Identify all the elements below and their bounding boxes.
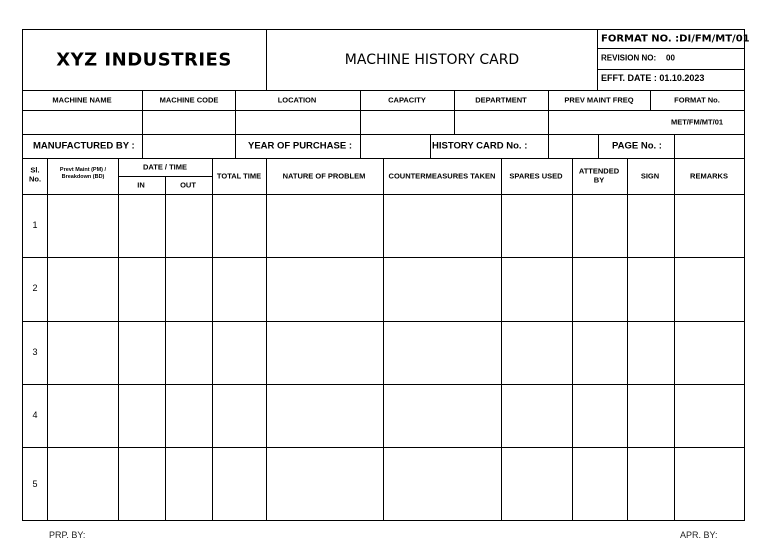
col-pm-bd-header: Prevt Maint (PM) / <box>59 167 107 173</box>
header-divider <box>597 69 745 70</box>
header-bottom-line <box>22 90 745 91</box>
form-title: MACHINE HISTORY CARD <box>344 52 520 68</box>
table-col-line <box>165 176 166 521</box>
col-datetime-header: DATE / TIME <box>142 162 188 172</box>
header-divider <box>266 29 267 90</box>
page-no-label: PAGE No. : <box>612 140 662 152</box>
header-divider <box>597 48 745 49</box>
details-col-line <box>650 90 651 110</box>
col-attended-header: ATTENDED <box>578 166 620 176</box>
machine-name-label: MACHINE NAME <box>52 95 112 105</box>
history-card-no-label: HISTORY CARD No. : <box>432 140 528 152</box>
format-no-label: FORMAT No. <box>674 95 720 105</box>
details-col-line <box>360 134 361 158</box>
table-row-number: 4 <box>32 410 38 420</box>
table-col-line <box>212 158 213 521</box>
table-row-number: 5 <box>32 479 38 489</box>
details-col-line <box>548 134 549 158</box>
details-col-line <box>360 90 361 134</box>
col-remarks-header: REMARKS <box>690 171 728 181</box>
table-col-line <box>674 158 675 521</box>
details-col-line <box>235 90 236 134</box>
table-row-number: 2 <box>32 283 38 293</box>
table-row-line <box>22 321 745 322</box>
table-row-number: 1 <box>32 220 38 230</box>
details-divider <box>22 134 745 135</box>
table-col-line <box>572 158 573 521</box>
details-col-line <box>548 90 549 134</box>
table-row-line <box>22 257 745 258</box>
table-col-line <box>383 158 384 521</box>
effective-date: EFFT. DATE : 01.10.2023 <box>601 73 705 83</box>
details-col-line <box>454 90 455 134</box>
col-spares-header: SPARES USED <box>509 171 563 181</box>
details-col-line <box>142 134 143 158</box>
table-col-line <box>501 158 502 521</box>
details-col-line <box>142 90 143 134</box>
capacity-label: CAPACITY <box>388 95 426 105</box>
col-total-time-header: TOTAL TIME <box>216 171 262 181</box>
prepared-by-label: PRP. BY: <box>49 530 86 540</box>
details-col-line <box>674 134 675 158</box>
table-col-line <box>266 158 267 521</box>
revision-label: REVISION NO: <box>601 53 657 63</box>
table-col-line <box>47 158 48 521</box>
details-divider <box>22 110 745 111</box>
col-sl-header: Sl. <box>30 165 40 175</box>
table-row-number: 3 <box>32 347 38 357</box>
location-label: LOCATION <box>277 95 317 105</box>
col-in-header: IN <box>137 180 145 190</box>
col-sl-header: No. <box>28 174 42 184</box>
prev-maint-freq-label: PREV MAINT FREQ <box>564 95 634 105</box>
revision-value: 00 <box>666 53 675 63</box>
header-divider <box>597 29 598 90</box>
approved-by-label: APR. BY: <box>680 530 718 540</box>
col-countermeasures-header: COUNTERMEASURES TAKEN <box>388 171 496 181</box>
col-out-header: OUT <box>180 180 196 190</box>
company-name: XYZ INDUSTRIES <box>56 49 232 71</box>
col-pm-bd-header: Breakdown (BD) <box>61 174 105 180</box>
col-attended-header: BY <box>593 175 605 185</box>
table-col-line <box>118 158 119 521</box>
machine-code-label: MACHINE CODE <box>159 95 219 105</box>
table-row-line <box>22 447 745 448</box>
manufactured-by-label: MANUFACTURED BY : <box>33 140 135 152</box>
table-row-line <box>22 384 745 385</box>
table-col-line <box>627 158 628 521</box>
details-col-line <box>430 134 431 158</box>
format-number: FORMAT NO. :DI/FM/MT/01 <box>601 33 750 45</box>
col-sign-header: SIGN <box>640 171 660 181</box>
details-col-line <box>235 134 236 158</box>
col-nature-header: NATURE OF PROBLEM <box>282 171 366 181</box>
year-of-purchase-label: YEAR OF PURCHASE : <box>248 140 352 152</box>
details-col-line <box>598 134 599 158</box>
format-no-value: MET/FM/MT/01 <box>670 117 724 127</box>
department-label: DEPARTMENT <box>475 95 527 105</box>
